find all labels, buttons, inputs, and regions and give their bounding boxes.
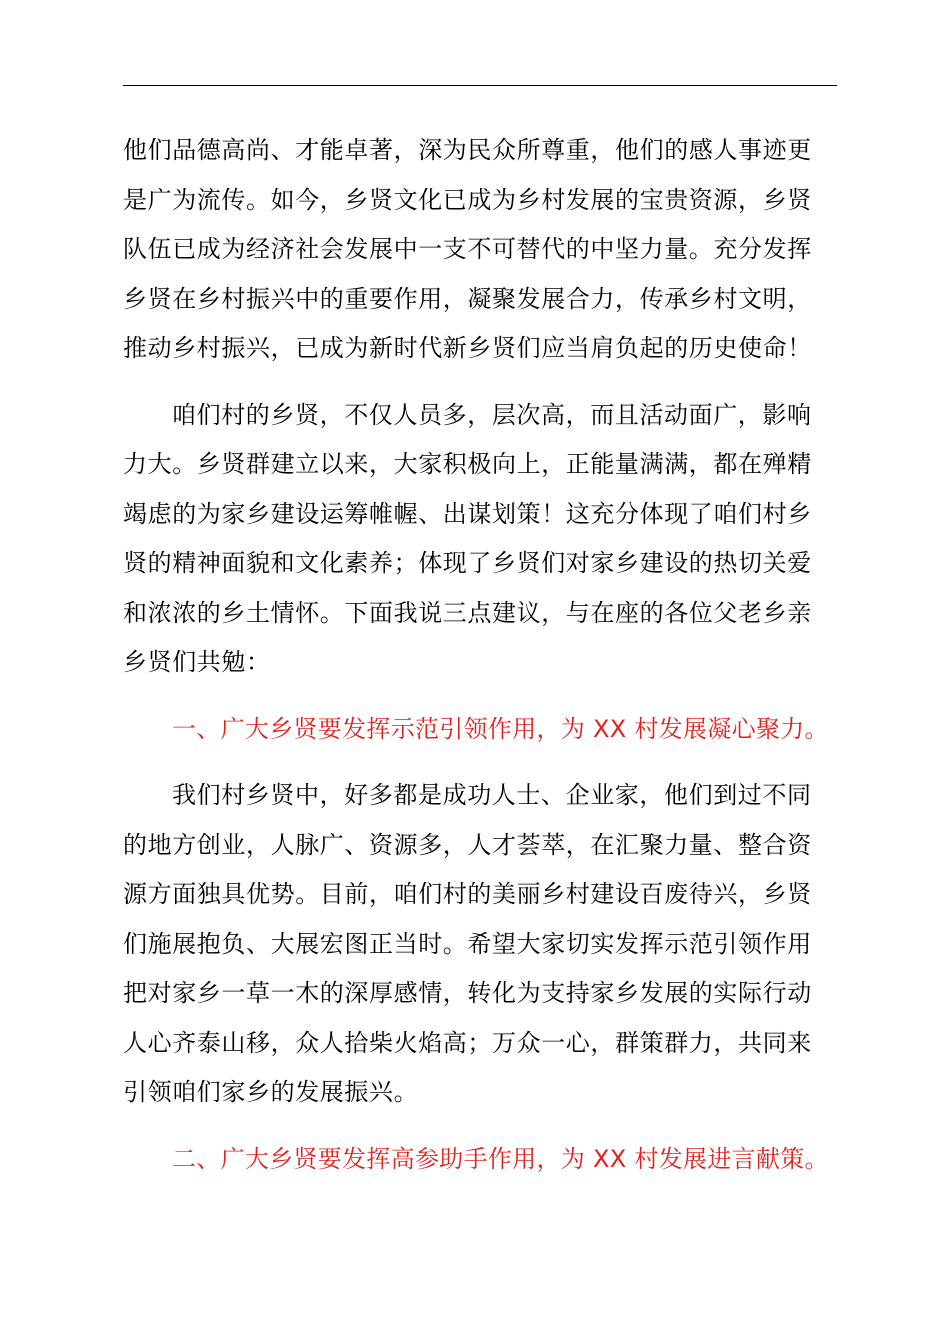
section-heading-1: 一、广大乡贤要发挥示范引领作用，为 XX 村发展凝心聚力。 — [172, 714, 829, 743]
header-rule — [123, 85, 837, 86]
text-line: 我们村乡贤中，好多都是成功人士、企业家，他们到过不同 — [172, 781, 812, 809]
text-line: 贤的精神面貌和文化素养；体现了乡贤们对家乡建设的热切关爱 — [123, 549, 812, 577]
text-line: 力大。乡贤群建立以来，大家积极向上，正能量满满，都在殚精 — [123, 450, 812, 478]
text-line: 队伍已成为经济社会发展中一支不可替代的中坚力量。充分发挥 — [123, 235, 812, 263]
text-line: 乡贤在乡村振兴中的重要作用，凝聚发展合力，传承乡村文明， — [123, 284, 812, 313]
section-heading-2: 二、广大乡贤要发挥高参助手作用，为 XX 村发展进言献策。 — [172, 1144, 829, 1173]
text-line: 和浓浓的乡土情怀。下面我说三点建议，与在座的各位父老乡亲 — [123, 598, 812, 627]
text-line: 源方面独具优势。目前，咱们村的美丽乡村建设百废待兴，乡贤 — [123, 880, 812, 908]
text-line: 引领咱们家乡的发展振兴。 — [123, 1078, 419, 1106]
paragraph-3 — [123, 771, 839, 1118]
text-line: 把对家乡一草一木的深厚感情，转化为支持家乡发展的实际行动 — [123, 979, 812, 1007]
text-line: 人心齐泰山移，众人拾柴火焰高；万众一心，群策群力，共同来 — [123, 1028, 812, 1057]
text-line: 推动乡村振兴，已成为新时代新乡贤们应当肩负起的历史使命！ — [123, 334, 812, 362]
text-line: 们施展抱负、大展宏图正当时。希望大家切实发挥示范引领作用 — [123, 929, 812, 958]
text-line: 他们品德高尚、才能卓著，深为民众所尊重，他们的感人事迹更 — [123, 136, 812, 164]
text-line: 是广为流传。如今，乡贤文化已成为乡村发展的宝贵资源，乡贤 — [123, 185, 812, 214]
paragraph-2 — [123, 391, 839, 688]
text-line: 咱们村的乡贤，不仅人员多，层次高，而且活动面广，影响 — [172, 400, 812, 429]
document-body — [123, 126, 839, 1184]
text-line: 乡贤们共勉： — [123, 648, 271, 676]
text-line: 竭虑的为家乡建设运筹帷幄、出谋划策！这充分体现了咱们村乡 — [123, 499, 812, 528]
text-line: 的地方创业，人脉广、资源多，人才荟萃，在汇聚力量、整合资 — [123, 830, 812, 859]
paragraph-1 — [123, 126, 839, 374]
